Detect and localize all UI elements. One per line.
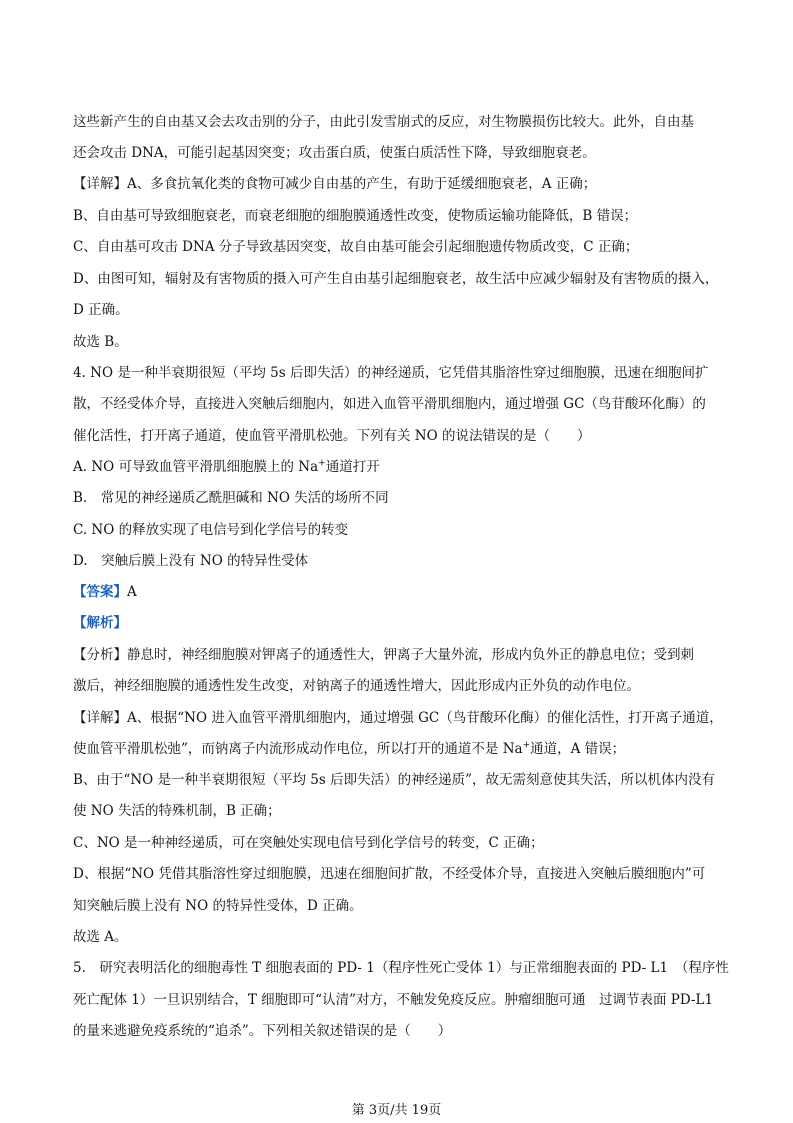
superscript-plus: + <box>522 740 531 751</box>
text-line: 【分析】静息时，神经细胞膜对钾离子的通透性大，钾离子大量外流，形成内负外正的静息电位；受到刺 <box>73 647 694 663</box>
answer-tag: 【答案】 <box>73 584 127 600</box>
text-line: D、由图可知，辐射及有害物质的摄入可产生自由基引起细胞衰老，故生活中应减少辐射及有害物质的摄入， <box>73 271 719 287</box>
answer-value: A <box>127 584 137 600</box>
question-4-stem: 4. NO 是一种半衰期很短（平均 5s 后即失活）的神经递质，它凭借其脂溶性穿过细胞膜，迅速在细胞间扩 <box>73 365 709 381</box>
analysis-tag: 【解析】 <box>73 615 127 631</box>
text-line: 【详解】A、根据“NO 进入血管平滑肌细胞内，通过增强 GC（鸟苷酸环化酶）的催化活性，打开离子通道， <box>73 710 723 726</box>
text-line: 这些新产生的自由基又会去攻击别的分子，由此引发雪崩式的反应，对生物膜损伤比较大。此外，自由基 <box>73 114 694 130</box>
option-b: B. 常见的神经递质乙酰胆碱和 NO 失活的场所不同 <box>73 490 389 506</box>
text-line: 使血管平滑肌松弛”，而钠离子内流形成动作电位，所以打开的通道不是 Na+通道，A 错误； <box>73 740 626 757</box>
option-a-text-end: 通道打开 <box>325 459 380 475</box>
text-line: 知突触后膜上没有 NO 的特异性受体，D 正确。 <box>73 898 363 914</box>
question-4-stem: 催化活性，打开离子通道，使血管平滑肌松弛。下列有关 NO 的说法错误的是（ ） <box>73 428 591 444</box>
option-c: C. NO 的释放实现了电信号到化学信号的转变 <box>73 522 349 538</box>
text-line: 故选 B。 <box>73 334 128 350</box>
text-line: 使 NO 失活的特殊机制，B 正确； <box>73 803 281 819</box>
text-line: 故选 A。 <box>73 929 128 945</box>
question-5-stem: 的量来逃避免疫系统的“追杀”。下列相关叙述错误的是（ ） <box>73 1023 452 1039</box>
text-line: 【详解】A、多食抗氧化类的食物可减少自由基的产生，有助于延缓细胞衰老，A 正确； <box>73 176 597 192</box>
text-line: 激后，神经细胞膜的通透性发生改变，对钠离子的通透性增大，因此形成内正外负的动作电位。 <box>73 678 640 694</box>
text-line: B、自由基可导致细胞衰老，而衰老细胞的细胞膜通透性改变，使物质运输功能降低，B 错误； <box>73 208 638 224</box>
option-d: D. 突触后膜上没有 NO 的特异性受体 <box>73 553 309 569</box>
text-line: 还会攻击 DNA，可能引起基因突变；攻击蛋白质，使蛋白质活性下降，导致细胞衰老。 <box>73 145 596 161</box>
text-line: D、根据“NO 凭借其脂溶性穿过细胞膜，迅速在细胞间扩散，不经受体介导，直接进入突触后膜细胞内”可 <box>73 866 706 882</box>
analysis-heading <box>73 614 127 632</box>
question-4-stem: 散，不经受体介导，直接进入突触后细胞内，如进入血管平滑肌细胞内，通过增强 GC（鸟苷酸环化酶）的 <box>73 396 706 412</box>
question-5-stem: 5. 研究表明活化的细胞毒性 T 细胞表面的 PD- 1（程序性死亡受体 1）与正常细胞表面的 PD- L1 （程序性 <box>73 960 729 976</box>
option-a <box>73 458 380 476</box>
text-line: C、NO 是一种神经递质，可在突触处实现电信号到化学信号的转变，C 正确； <box>73 835 544 851</box>
superscript-plus: + <box>318 458 326 469</box>
answer-line <box>73 583 137 601</box>
text-line: D 正确。 <box>73 302 129 318</box>
text-line: B、由于“NO 是一种半衰期很短（平均 5s 后即失活）的神经递质”，故无需刻意使其失活，所以机体内没有 <box>73 772 715 788</box>
option-a-text: A. NO 可导致血管平滑肌细胞膜上的 Na <box>73 459 319 475</box>
question-5-stem: 死亡配体 1）一旦识别结合，T 细胞即可“认清”对方，不触发免疫反应。肿瘤细胞可通 过调节表面 PD-L1 <box>73 992 714 1008</box>
text-line: C、自由基可攻击 DNA 分子导致基因突变，故自由基可能会引起细胞遗传物质改变，C 正确； <box>73 239 639 255</box>
page-footer: 第 3页/共 19页 <box>351 1103 442 1118</box>
